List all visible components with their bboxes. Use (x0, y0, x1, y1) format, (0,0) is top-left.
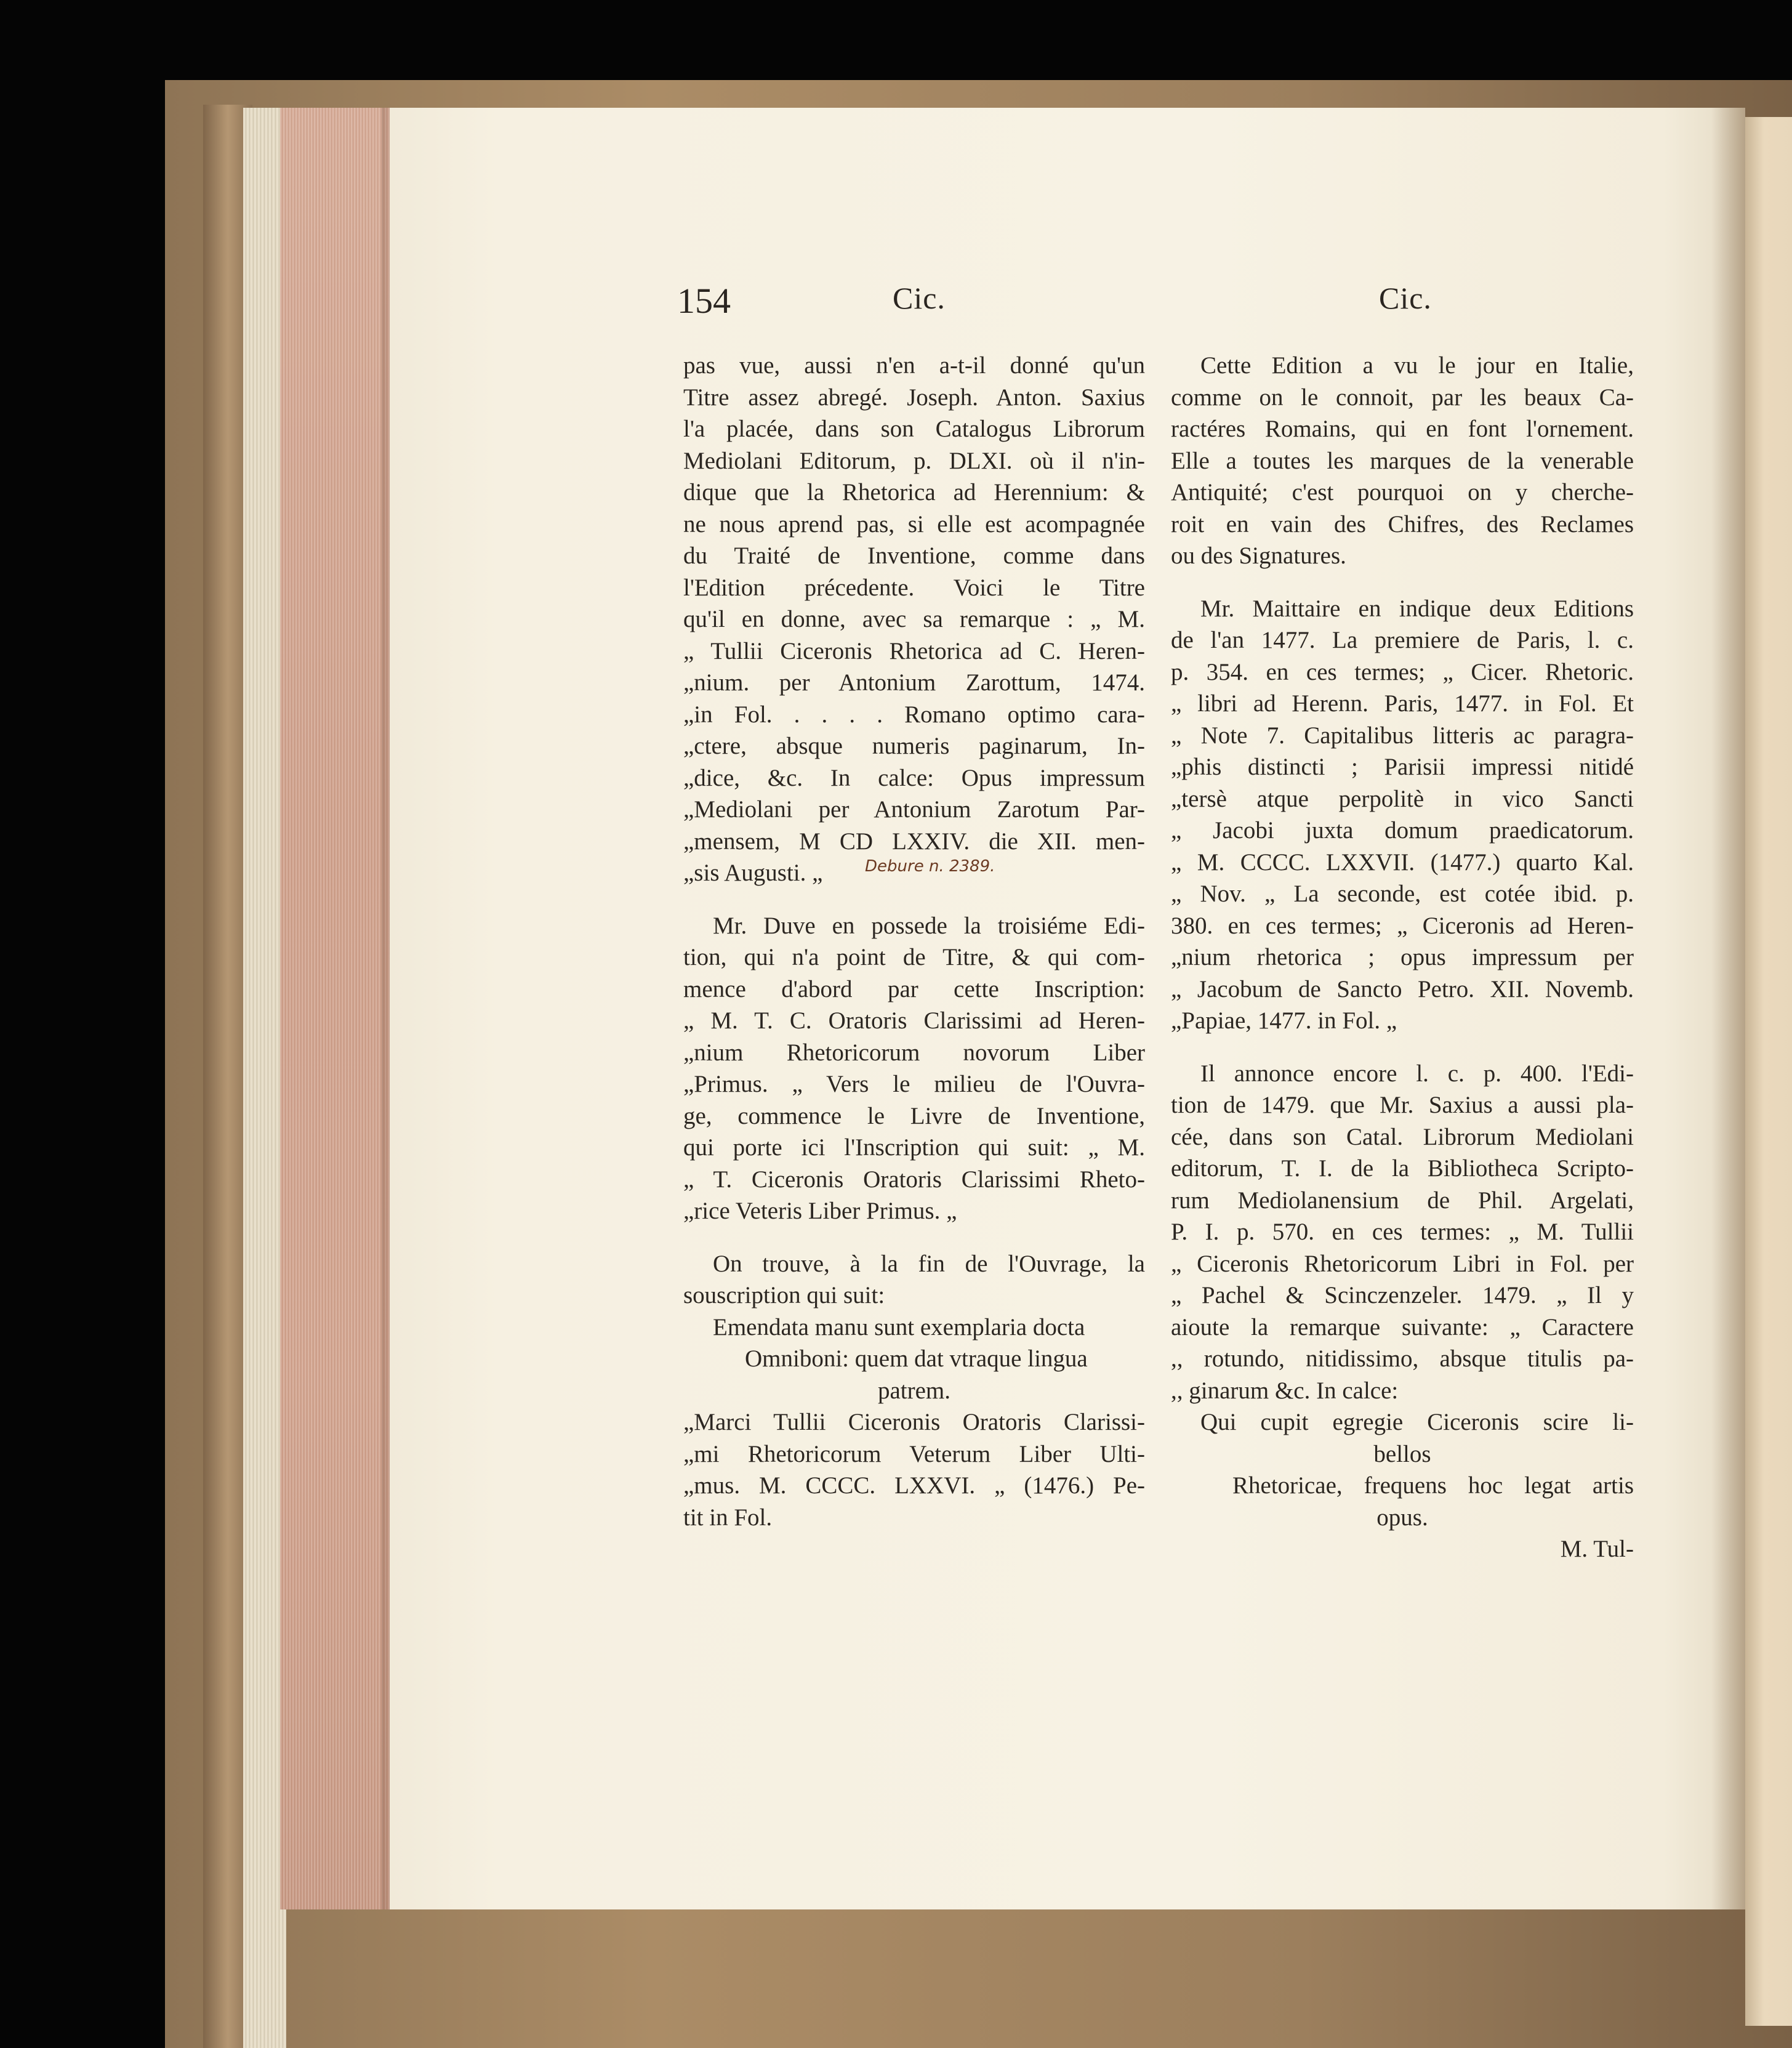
running-head-right: Cic. (1379, 281, 1432, 315)
text-line: „nium Rhetoricorum novorum Liber (683, 1039, 1145, 1066)
text-line: „ M. CCCC. LXXVII. (1477.) quarto Kal. (1171, 849, 1634, 876)
verse-line: opus. (1376, 1504, 1428, 1531)
verse-line: patrem. (877, 1377, 951, 1404)
text-line: „Primus. „ Vers le milieu de l'Ouvra- (683, 1071, 1145, 1097)
text-line: „ Jacobum de Sancto Petro. XII. Novemb. (1171, 975, 1634, 1002)
text-line: qui porte ici l'Inscription qui suit: „ M. (683, 1134, 1145, 1161)
right-column (1171, 350, 1634, 1565)
text-line: Elle a toutes les marques de la venerable (1171, 447, 1634, 474)
text-line: „ T. Ciceronis Oratoris Clarissimi Rheto- (683, 1166, 1145, 1193)
text-line: comme on le connoit, par les beaux Ca- (1171, 384, 1634, 411)
text-line: „ Ciceronis Rhetoricorum Libri in Fol. per (1171, 1250, 1634, 1277)
text-line: Titre assez abregé. Joseph. Anton. Saxius (683, 384, 1145, 411)
text-line: rum Mediolanensium de Phil. Argelati, (1171, 1187, 1634, 1214)
text-line: editorum, T. I. de la Bibliotheca Scripto- (1171, 1155, 1634, 1182)
text-line: Mr. Maittaire en indique deux Editions (1200, 595, 1634, 622)
text-line: „ Pachel & Scinczenzeler. 1479. „ Il y (1171, 1282, 1634, 1308)
text-line: ge, commence le Livre de Inventione, (683, 1102, 1145, 1129)
left-column (683, 350, 1145, 1533)
handwritten-annotation: Debure n. 2389. (865, 857, 995, 876)
text-line: „ Note 7. Capitalibus litteris ac paragra- (1171, 722, 1634, 749)
text-line: aioute la remarque suivante: „ Caractere (1171, 1313, 1634, 1340)
text-line: „in Fol. . . . . Romano optimo cara- (683, 701, 1145, 728)
text-line: souscription qui suit: (683, 1282, 885, 1308)
page-gutter (1711, 108, 1745, 1909)
text-line: „nium rhetorica ; opus impressum per (1171, 944, 1634, 970)
text-line: Il annonce encore l. c. p. 400. l'Edi- (1200, 1060, 1634, 1087)
text-line: „mus. M. CCCC. LXXVI. „ (1476.) Pe- (683, 1472, 1145, 1499)
text-line: ractéres Romains, qui en font l'ornement. (1171, 416, 1634, 442)
facing-pages-edge (1745, 117, 1792, 2026)
text-line: l'Edition précedente. Voici le Titre (683, 574, 1145, 601)
text-line: „mi Rhetoricorum Veterum Liber Ulti- (683, 1440, 1145, 1467)
text-line: „ M. T. C. Oratoris Clarissimi ad Heren- (683, 1007, 1145, 1034)
text-line: 380. en ces termes; „ Ciceronis ad Heren- (1171, 912, 1634, 939)
text-line: Antiquité; c'est pourquoi on y cherche- (1171, 479, 1634, 506)
verse-line: Qui cupit egregie Ciceronis scire li- (1200, 1409, 1634, 1435)
text-line: „dice, &c. In calce: Opus impressum (683, 764, 1145, 791)
right-paragraph-3 (1171, 1058, 1634, 1407)
text-line: roit en vain des Chifres, des Reclames (1171, 510, 1634, 538)
left-verse (683, 1312, 1145, 1407)
verse-line: Omniboni: quem dat vtraque lingua (745, 1345, 1088, 1372)
text-line: cée, dans son Catal. Librorum Mediolani (1171, 1123, 1634, 1150)
text-line: „tersè atque perpolitè in vico Sancti (1171, 785, 1634, 812)
text-line: Mr. Duve en possede la troisiéme Edi- (713, 912, 1145, 939)
text-line: „ Nov. „ La seconde, est cotée ibid. p. (1171, 881, 1634, 907)
text-line: du Traité de Inventione, comme dans (683, 542, 1145, 569)
text-line: l'a placée, dans son Catalogus Librorum (683, 416, 1145, 442)
verse-line: Emendata manu sunt exemplaria docta (713, 1313, 1085, 1340)
text-line: „mensem, M CD LXXIV. die XII. men- (683, 828, 1145, 855)
text-line: P. I. p. 570. en ces termes: „ M. Tullii (1171, 1219, 1634, 1245)
text-line: ou des Signatures. (1171, 542, 1346, 569)
text-line: mence d'abord par cette Inscription: (683, 975, 1145, 1002)
text-line: tion, qui n'a point de Titre, & qui com- (683, 944, 1145, 970)
text-line: „ Tullii Ciceronis Rhetorica ad C. Heren- (683, 637, 1145, 664)
left-paragraph-4 (683, 1406, 1145, 1533)
text-line: „rice Veteris Liber Primus. „ (683, 1198, 957, 1224)
text-line: „Marci Tullii Ciceronis Oratoris Clarissi- (683, 1409, 1145, 1435)
running-head-left: Cic. (893, 281, 946, 315)
text-line: „ Jacobi juxta domum praedicatorum. (1171, 817, 1634, 844)
text-line: On trouve, à la fin de l'Ouvrage, la (713, 1250, 1145, 1277)
text-line: p. 354. en ces termes; „ Cicer. Rhetoric. (1171, 658, 1634, 685)
text-line: tion de 1479. que Mr. Saxius a aussi pla- (1171, 1092, 1634, 1118)
text-line: dique que la Rhetorica ad Herennium: & (683, 479, 1145, 506)
text-line: „ctere, absque numeris paginarum, In- (683, 733, 1145, 759)
text-line: „Mediolani per Antonium Zarotum Par- (683, 796, 1145, 823)
right-paragraph-1 (1171, 350, 1634, 572)
text-line: ne nous aprend pas, si elle est acompagnée (683, 510, 1145, 538)
right-verse (1171, 1406, 1634, 1533)
text-line: „nium. per Antonium Zarottum, 1474. (683, 669, 1145, 696)
text-line: „Papiae, 1477. in Fol. „ (1171, 1007, 1397, 1034)
left-paragraph-1 (683, 350, 1145, 889)
right-paragraph-2 (1171, 593, 1634, 1037)
verse-line: bellos (1373, 1440, 1431, 1467)
text-line: „phis distincti ; Parisii impressi nitidé (1171, 754, 1634, 780)
text-line: tit in Fol. (683, 1504, 773, 1531)
text-line: ,, ginarum &c. In calce: (1171, 1377, 1399, 1404)
left-paragraph-2 (683, 910, 1145, 1227)
text-line: Mediolani Editorum, p. DLXI. où il n'in- (683, 447, 1145, 474)
text-line: de l'an 1477. La premiere de Paris, l. c. (1171, 627, 1634, 653)
text-line: „sis Augusti. „ (683, 860, 823, 886)
text-line: qu'il en donne, avec sa remarque : „ M. (683, 606, 1145, 632)
verse-line: Rhetoricae, frequens hoc legat artis (1232, 1472, 1634, 1499)
red-sprinkled-edge (280, 108, 390, 1909)
text-line: Cette Edition a vu le jour en Italie, (1200, 352, 1634, 379)
catchword: M. Tul- (1560, 1536, 1634, 1562)
left-paragraph-3 (683, 1248, 1145, 1312)
text-line: pas vue, aussi n'en a-t-il donné qu'un (683, 352, 1145, 379)
text-line: „ libri ad Herenn. Paris, 1477. in Fol. Et (1171, 690, 1634, 717)
page-number: 154 (677, 281, 731, 321)
text-line: ,, rotundo, nitidissimo, absque titulis pa- (1171, 1345, 1634, 1372)
